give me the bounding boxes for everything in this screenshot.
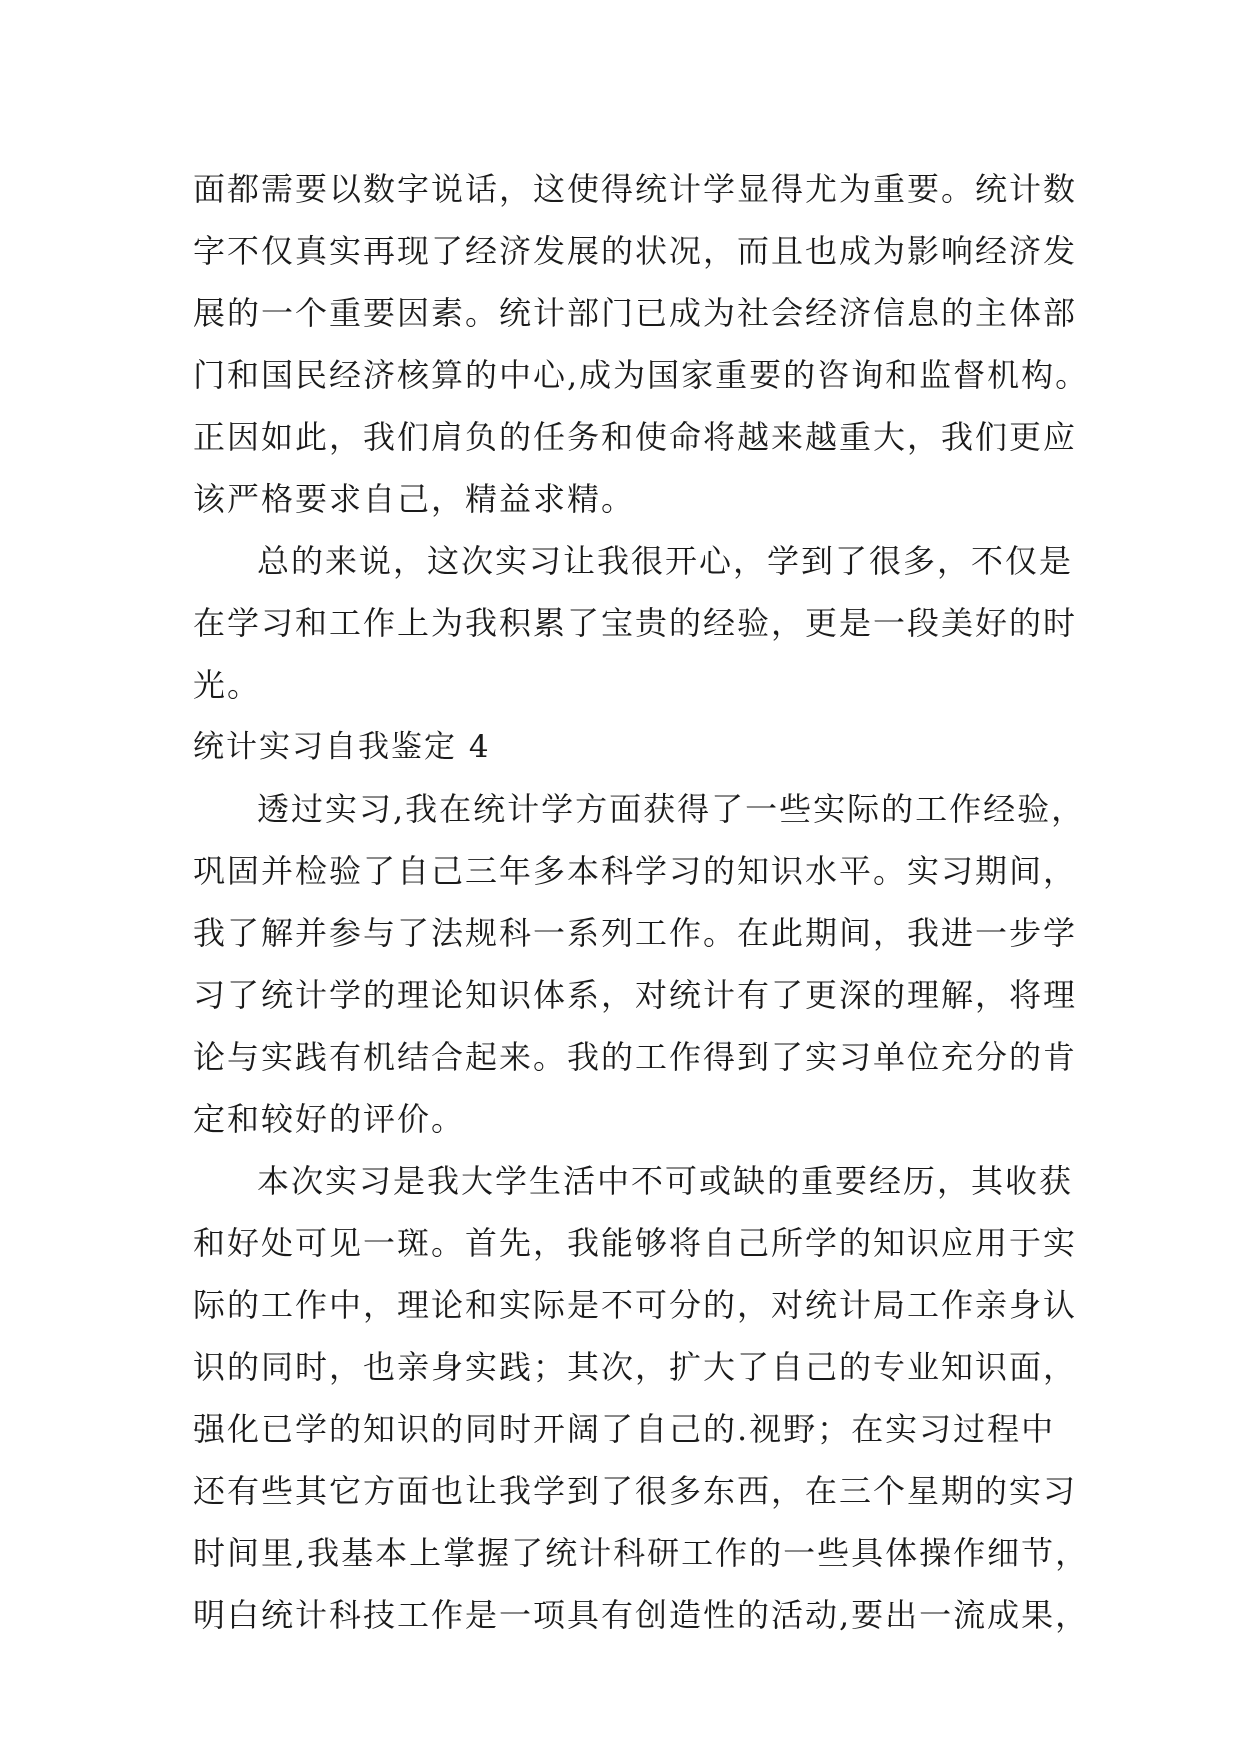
paragraph [193, 530, 1078, 716]
text-line: 展的一个重要因素。统计部门已成为社会经济信息的主体部 [193, 294, 1078, 332]
text-line: 强化已学的知识的同时开阔了自己的.视野；在实习过程中 [193, 1410, 1056, 1448]
text-line: 光。 [193, 666, 262, 704]
text-line: 字不仅真实再现了经济发展的状况，而且也成为影响经济发 [193, 232, 1078, 270]
text-line: 定和较好的评价。 [193, 1100, 466, 1138]
text-line: 本次实习是我大学生活中不可或缺的重要经历，其收获 [257, 1162, 1074, 1200]
text-line: 总的来说，这次实习让我很开心，学到了很多，不仅是 [257, 542, 1074, 580]
text-line: 门和国民经济核算的中心,成为国家重要的咨询和监督机构。 [193, 356, 1090, 394]
text-line: 际的工作中，理论和实际是不可分的，对统计局工作亲身认 [193, 1286, 1078, 1324]
text-line: 和好处可见一斑。首先，我能够将自己所学的知识应用于实 [193, 1224, 1078, 1262]
section-heading: 统计实习自我鉴定 4 [193, 729, 491, 765]
paragraph [193, 778, 1086, 1150]
text-line: 在学习和工作上为我积累了宝贵的经验，更是一段美好的时 [193, 604, 1078, 642]
text-line: 还有些其它方面也让我学到了很多东西，在三个星期的实习 [193, 1472, 1078, 1510]
paragraph [193, 1150, 1090, 1646]
text-line: 面都需要以数字说话，这使得统计学显得尤为重要。统计数 [193, 170, 1078, 208]
document-page [193, 158, 1090, 1646]
paragraph [193, 158, 1090, 530]
text-line: 明白统计科技工作是一项具有创造性的活动,要出一流成果， [193, 1596, 1090, 1634]
text-line: 识的同时，也亲身实践；其次，扩大了自己的专业知识面， [193, 1348, 1078, 1386]
text-line: 巩固并检验了自己三年多本科学习的知识水平。实习期间， [193, 852, 1078, 890]
text-line: 时间里,我基本上掌握了统计科研工作的一些具体操作细节， [193, 1534, 1090, 1572]
text-line: 论与实践有机结合起来。我的工作得到了实习单位充分的肯 [193, 1038, 1078, 1076]
text-line: 习了统计学的理论知识体系，对统计有了更深的理解，将理 [193, 976, 1078, 1014]
text-line: 正因如此，我们肩负的任务和使命将越来越重大，我们更应 [193, 418, 1078, 456]
text-line: 该严格要求自己，精益求精。 [193, 480, 636, 518]
text-line: 透过实习,我在统计学方面获得了一些实际的工作经验， [257, 790, 1086, 828]
text-line: 我了解并参与了法规科一系列工作。在此期间，我进一步学 [193, 914, 1078, 952]
